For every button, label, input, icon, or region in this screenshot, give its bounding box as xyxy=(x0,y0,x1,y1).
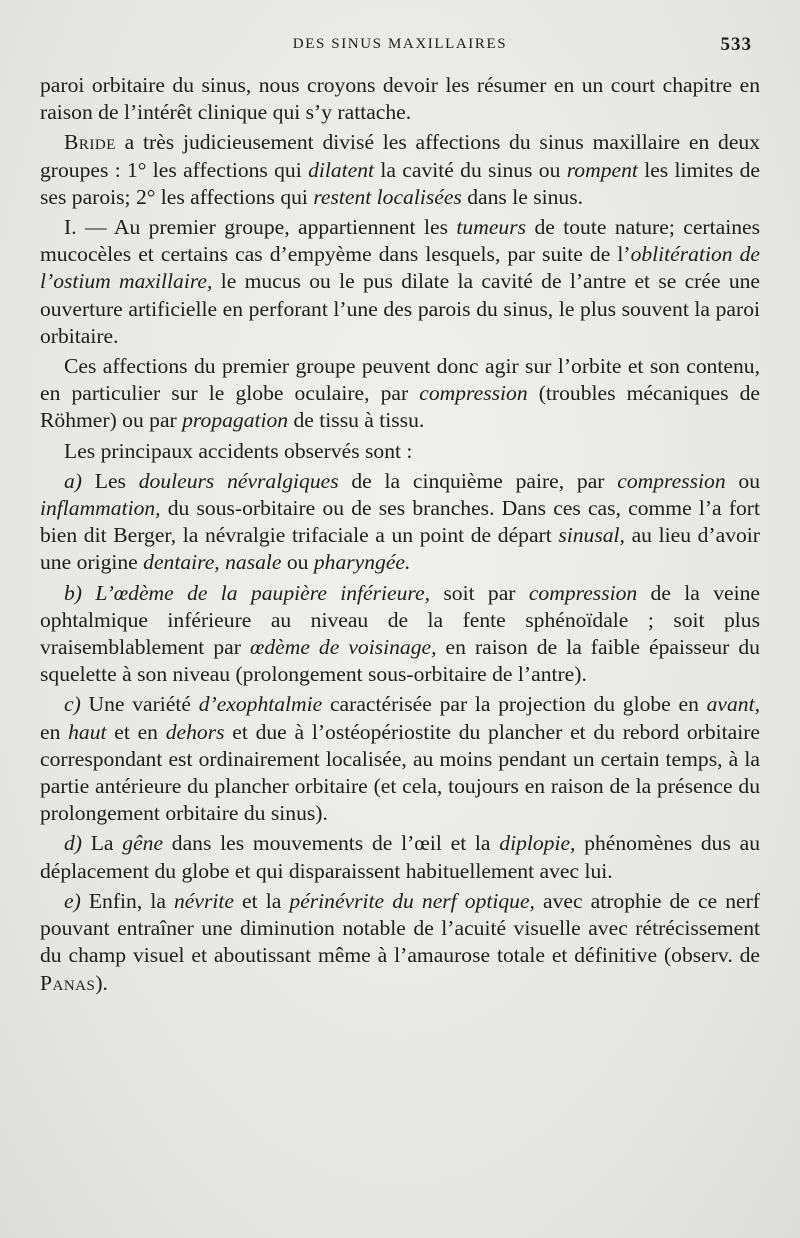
paragraph-continued: paroi orbitaire du sinus, nous croyons devoir les résumer en un court chapitre en raison de l’intérêt clinique qui s’y rattache. xyxy=(40,73,760,125)
author-name: Bride xyxy=(64,130,116,155)
paragraph-effects: Ces affections du premier groupe peuvent donc agir sur l’orbite et son contenu, en particulier sur le globe oculaire, par compression (troubles mécaniques de Röhmer) ou par propagation de tissu à tissu. xyxy=(40,354,760,433)
running-title: DES SINUS MAXILLAIRES xyxy=(292,36,508,52)
page-number: 533 xyxy=(720,34,752,55)
list-item-d: d) La gêne dans les mouvements de l’œil et la diplopie, phénomènes dus au déplacement du globe et qui disparaissent habituellement avec lui. xyxy=(40,831,761,883)
body-text xyxy=(40,72,760,1000)
list-item-a: a) Les douleurs névralgiques de la cinquième paire, par compression ou inflammation, du sous-orbitaire ou de ses branches. Dans ces cas, comme l’a fort bien dit Berger, la névralgie trifaciale a un point de départ sinusal, au lieu d’avoir une origine dentaire, nasale ou pharyngée. xyxy=(40,468,760,575)
page-header xyxy=(0,34,800,58)
list-item-b: b) L’œdème de la paupière inférieure, soit par compression de la veine ophtalmique inférieure au niveau de la fente sphénoïdale ; soit plus vraisemblablement par œdème de voisinage, en raison de la faible épaisseur du squelette à son niveau (prolongement sous-orbitaire de l’antre). xyxy=(40,580,760,687)
author-name: Panas xyxy=(40,970,96,995)
list-item-e: e) Enfin, la névrite et la périnévrite du nerf optique, avec atrophie de ce nerf pouvant entraîner une diminution notable de l’acuité visuelle avec rétrécissement du champ visuel et aboutissant même à l’amaurose totale et définitive (observ. de Panas). xyxy=(40,888,760,995)
paragraph-accidents-intro: Les principaux accidents observés sont : xyxy=(64,438,413,463)
list-item-c: c) Une variété d’exophtalmie caractérisée par la projection du globe en avant, en haut et en dehors et due à l’ostéopériostite du plancher et du rebord orbitaire correspondant est ordinairement localisée, au moins pendant un certain temps, à la partie antérieure du plancher orbitaire (et cela, toujours en raison de la présence du prolongement orbitaire du sinus). xyxy=(40,692,761,826)
paragraph-bride: Bride a très judicieusement divisé les affections du sinus maxillaire en deux groupes : 1° les affections qui dilatent la cavité du sinus ou rompent les limites de ses parois; 2° les affections qui restent localisées dans le sinus. xyxy=(40,130,760,209)
paragraph-group-one: I. — Au premier groupe, appartiennent les tumeurs de toute nature; certaines mucocèles et certains cas d’empyème dans lesquels, par suite de l’oblitération de l’ostium maxillaire, le mucus ou le pus dilate la cavité de l’antre et se crée une ouverture artificielle en perforant l’une des parois du sinus, le plus souvent la paroi orbitaire. xyxy=(40,215,761,348)
